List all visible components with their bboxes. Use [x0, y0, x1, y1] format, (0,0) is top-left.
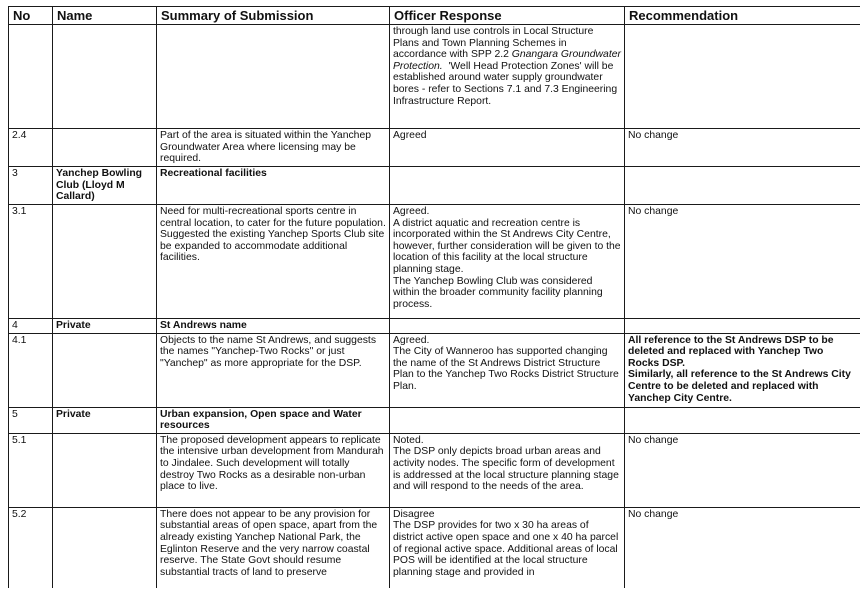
cell-no: 5.1 [9, 433, 53, 507]
cell-no: 3 [9, 167, 53, 205]
cell-summary [157, 25, 390, 129]
cell-officer-response [390, 507, 625, 588]
response-italic-text: Gnangara Groundwater Protection. [393, 49, 621, 72]
cell-summary: St Andrews name [157, 319, 390, 334]
response-paragraph: Noted. [393, 434, 424, 446]
cell-recommendation: No change [625, 205, 861, 319]
table-row [9, 507, 861, 588]
table-row [9, 129, 861, 167]
cell-recommendation [625, 167, 861, 205]
submissions-table [8, 6, 860, 588]
cell-name [53, 129, 157, 167]
cell-name: Private [53, 319, 157, 334]
response-text: through land use controls in Local Structure Plans and Town Planning Schemes in accordance with SPP 2.2 [393, 26, 594, 61]
cell-name: Private [53, 407, 157, 433]
table-header-row [9, 7, 861, 25]
cell-name [53, 25, 157, 129]
cell-summary: Objects to the name St Andrews, and suggests the names "Yanchep-Two Rocks" or just "Yanchep" as more appropriate for the DSP. [157, 333, 390, 407]
table-row [9, 433, 861, 507]
cell-summary [157, 205, 390, 319]
cell-officer-response [390, 25, 625, 129]
response-paragraph: The City of Wanneroo has supported changing the name of the St Andrews District Structure Plan to the Yanchep Two Rocks District Structure Plan. [393, 346, 619, 392]
header-summary: Summary of Submission [157, 7, 390, 25]
cell-no: 4 [9, 319, 53, 334]
response-text-continued: 'Well Head Protection Zones' will be established around water supply groundwater bores - refer to Sections 7.1 and 7.3 Engineering Infrastructure Report. [393, 60, 621, 107]
cell-name: Yanchep Bowling Club (Lloyd M Callard) [53, 167, 157, 205]
cell-officer-response [390, 333, 625, 407]
header-name: Name [53, 7, 157, 25]
cell-name [53, 205, 157, 319]
cell-officer-response [390, 433, 625, 507]
response-paragraph: The DSP provides for two x 30 ha areas of district active open space and one x 40 ha parcel of regional active space. Additional areas of local POS will be identified at the local structure planning stage and provided in [393, 520, 619, 578]
cell-no: 3.1 [9, 205, 53, 319]
cell-officer-response [390, 407, 625, 433]
response-paragraph: Agreed. [393, 206, 430, 217]
cell-officer-response [390, 205, 625, 319]
cell-summary: Urban expansion, Open space and Water resources [157, 407, 390, 433]
cell-no: 2.4 [9, 129, 53, 167]
cell-no [9, 25, 53, 129]
response-paragraph: Disagree [393, 508, 435, 520]
table-row [9, 205, 861, 319]
cell-recommendation [625, 319, 861, 334]
header-no: No [9, 7, 53, 25]
cell-recommendation [625, 407, 861, 433]
cell-recommendation: No change [625, 433, 861, 507]
table-row [9, 319, 861, 334]
recommendation-paragraph: All reference to the St Andrews DSP to be deleted and replaced with Yanchep Two Rocks DSP. [628, 334, 834, 369]
cell-no: 5.2 [9, 507, 53, 588]
response-paragraph: The Yanchep Bowling Club was considered within the broader community facility planning process. [393, 275, 603, 310]
recommendation-paragraph: Similarly, all reference to the St Andrews City Centre to be deleted and replaced with Yanchep City Centre. [628, 369, 851, 404]
cell-recommendation: No change [625, 507, 861, 588]
cell-officer-response [390, 167, 625, 205]
cell-name [53, 333, 157, 407]
response-paragraph: The DSP only depicts broad urban areas and activity nodes. The specific form of development is addressed at the local structure planning stage and will respond to the needs of the area. [393, 446, 619, 493]
cell-name [53, 433, 157, 507]
cell-no: 4.1 [9, 333, 53, 407]
cell-recommendation: No change [625, 129, 861, 167]
cell-name [53, 507, 157, 588]
table-row [9, 25, 861, 129]
table-row [9, 167, 861, 205]
cell-recommendation [625, 333, 861, 407]
cell-recommendation [625, 25, 861, 129]
cell-no: 5 [9, 407, 53, 433]
table-row [9, 407, 861, 433]
response-paragraph: A district aquatic and recreation centre is incorporated within the St Andrews City Centre, however, further consideration will be given to the location of this facility at the local structure planning stage. [393, 217, 621, 275]
header-officer-response: Officer Response [390, 7, 625, 25]
table-row [9, 333, 861, 407]
response-paragraph: Agreed. [393, 334, 430, 346]
cell-summary: Recreational facilities [157, 167, 390, 205]
header-recommendation: Recommendation [625, 7, 861, 25]
cell-summary: Part of the area is situated within the Yanchep Groundwater Area where licensing may be required. [157, 129, 390, 167]
cell-officer-response: Agreed [390, 129, 625, 167]
summary-paragraph: Need for multi-recreational sports centre in central location, to cater for the future population. [160, 206, 386, 229]
submissions-document [8, 6, 860, 588]
cell-summary: There does not appear to be any provision for substantial areas of open space, apart from the already existing Yanchep National Park, the Eglinton Reserve and the very narrow coastal reserve. The State Govt should resume substantial tracts of land to preserve [157, 507, 390, 588]
summary-paragraph: Suggested the existing Yanchep Sports Club site be expanded to accommodate additional facilities. [160, 229, 385, 264]
cell-officer-response [390, 319, 625, 334]
cell-summary: The proposed development appears to replicate the intensive urban development from Mandurah to Jindalee. Such development will totally destroy Two Rocks as a desirable non-urban place to live. [157, 433, 390, 507]
